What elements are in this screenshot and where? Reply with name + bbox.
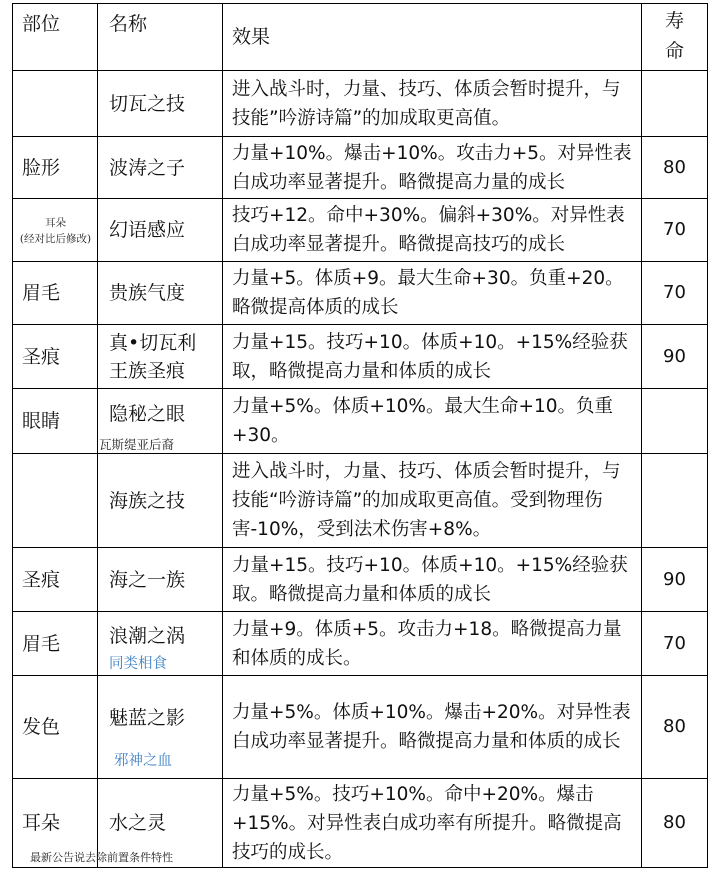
cell-part: 脸形	[13, 137, 98, 199]
cell-life: 90	[642, 548, 708, 612]
cell-effect: 进入战斗时，力量、技巧、体质会暂时提升，与技能“吟游诗篇”的加成取更高值。受到物理伤害-10%，受到法术伤害+8%。	[223, 454, 642, 548]
cell-effect: 力量+15。技巧+10。体质+10。+15%经验获取，略微提高力量和体质的成长	[223, 325, 642, 389]
cell-part: 发色	[13, 676, 98, 779]
cell-part	[13, 199, 98, 262]
table-row	[13, 612, 708, 676]
cell-part: 圣痕	[13, 325, 98, 389]
header-life-line2: 命	[664, 40, 684, 62]
trait-table	[12, 3, 708, 868]
table-row	[13, 454, 708, 548]
table-header-row	[13, 4, 708, 71]
table-row	[13, 325, 708, 389]
cell-name: 幻语感应	[98, 199, 223, 262]
cell-life: 80	[642, 676, 708, 779]
table-row	[13, 199, 708, 262]
header-name: 名称	[98, 4, 223, 71]
cell-name	[98, 389, 223, 454]
cell-part: 眉毛	[13, 262, 98, 325]
cell-name: 海之一族	[98, 548, 223, 612]
cell-part: 眼睛	[13, 389, 98, 454]
name-line1: 魅蓝之影	[109, 707, 186, 729]
cell-name: 波涛之子	[98, 137, 223, 199]
blood-annotation: 邪神之血	[114, 753, 172, 769]
cell-effect: 技巧+12。命中+30%。偏斜+30%。对异性表白成功率显著提升。略微提高技巧的成长	[223, 199, 642, 262]
descendant-annotation: 瓦斯缇亚后裔	[99, 437, 175, 452]
cell-effect: 力量+10%。爆击+10%。攻击力+5。对异性表白成功率显著提升。略微提高力量的成长	[223, 137, 642, 199]
table-row	[13, 676, 708, 779]
cell-effect: 进入战斗时，力量、技巧、体质会暂时提升，与技能”吟游诗篇”的加成取更高值。	[223, 71, 642, 137]
header-life	[642, 4, 708, 71]
cell-part: 圣痕	[13, 548, 98, 612]
table-row	[13, 548, 708, 612]
cell-life: 90	[642, 325, 708, 389]
cell-name: 水之灵	[98, 779, 223, 868]
cannibal-annotation: 同类相食	[109, 656, 167, 672]
table-row	[13, 389, 708, 454]
cell-part: 耳朵	[13, 779, 98, 868]
table-row	[13, 262, 708, 325]
cell-effect: 力量+5%。体质+10%。爆击+20%。对异性表白成功率显著提升。略微提高力量和体质的成长	[223, 676, 642, 779]
cell-name: 贵族气度	[98, 262, 223, 325]
cell-life: 80	[642, 779, 708, 868]
bottom-annotation: 最新公告说去除前置条件特性	[30, 851, 173, 864]
cell-life: 70	[642, 612, 708, 676]
cell-part: 眉毛	[13, 612, 98, 676]
cell-name	[98, 676, 223, 779]
cell-life: 70	[642, 199, 708, 262]
cell-life	[642, 71, 708, 137]
name-line1: 隐秘之眼	[109, 403, 186, 425]
name-line2: 王族圣痕	[109, 359, 186, 382]
cell-name	[98, 325, 223, 389]
cell-life: 70	[642, 262, 708, 325]
cell-effect: 力量+9。体质+5。攻击力+18。略微提高力量和体质的成长。	[223, 612, 642, 676]
cell-effect: 力量+15。技巧+10。体质+10。+15%经验获取。略微提高力量和体质的成长	[223, 548, 642, 612]
cell-effect: 力量+5%。体质+10%。最大生命+10。负重+30。	[223, 389, 642, 454]
table-row	[13, 71, 708, 137]
cell-life	[642, 389, 708, 454]
name-line1: 浪潮之涡	[109, 624, 186, 647]
ear-annotation-line2: (经对比后修改)	[19, 233, 92, 245]
cell-part	[13, 71, 98, 137]
ear-annotation	[4, 215, 107, 247]
cell-name: 切瓦之技	[98, 71, 223, 137]
header-part: 部位	[13, 4, 98, 71]
header-life-line1: 寿	[664, 10, 684, 32]
cell-life: 80	[642, 137, 708, 199]
table-row	[13, 137, 708, 199]
cell-name: 海族之技	[98, 454, 223, 548]
cell-part	[13, 454, 98, 548]
cell-life	[642, 454, 708, 548]
cell-name	[98, 612, 223, 676]
cell-effect: 力量+5。体质+9。最大生命+30。负重+20。略微提高体质的成长	[223, 262, 642, 325]
cell-effect: 力量+5%。技巧+10%。命中+20%。爆击+15%。对异性表白成功率有所提升。略微提高技巧的成长。	[223, 779, 642, 868]
name-line1: 真•切瓦利	[109, 331, 197, 354]
header-effect: 效果	[223, 4, 642, 71]
ear-annotation-line1: 耳朵	[45, 217, 66, 229]
